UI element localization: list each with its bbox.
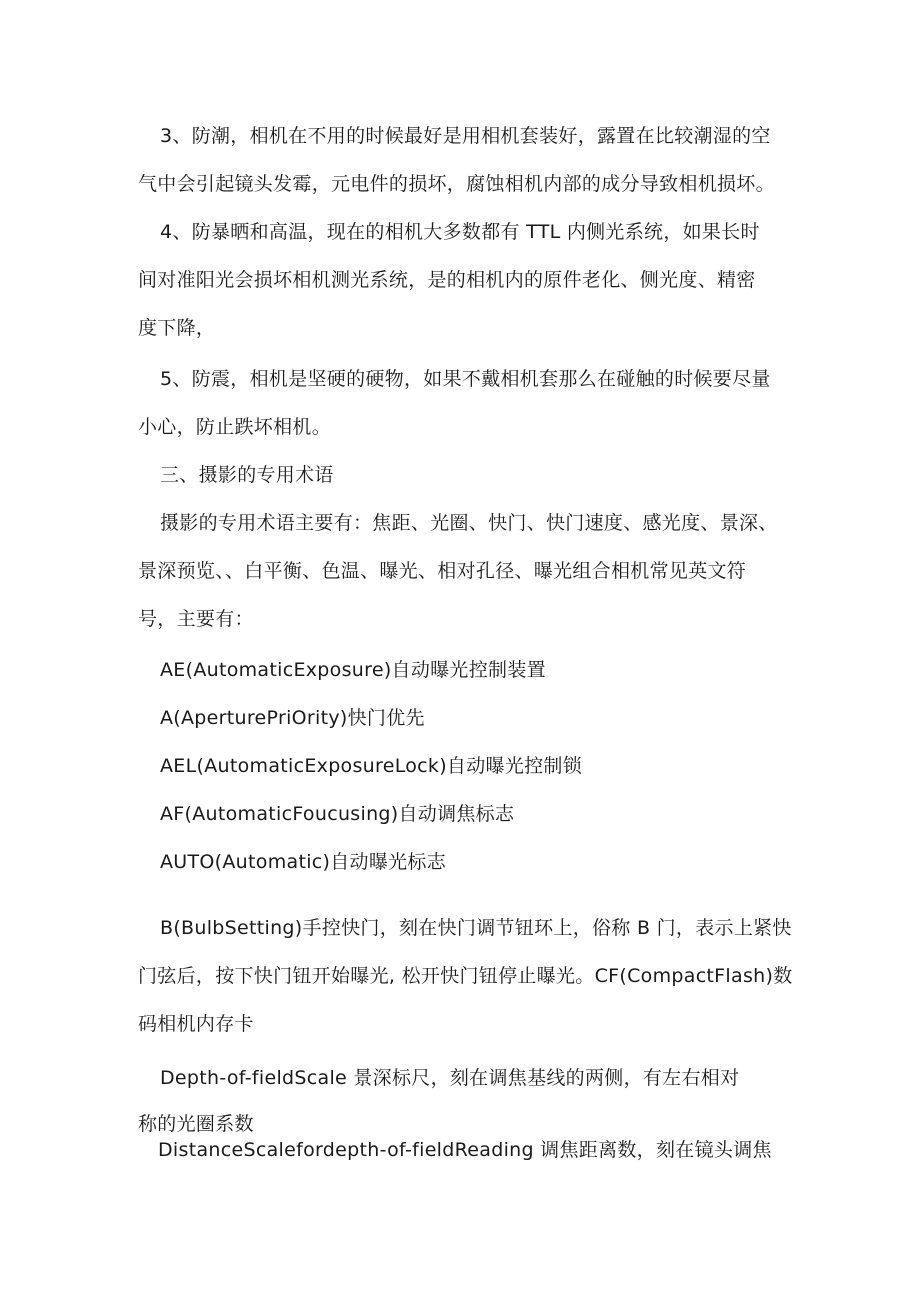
paragraph-line: 码相机内存卡 xyxy=(138,1013,254,1035)
paragraph-line: 4、防暴晒和高温，现在的相机大多数都有 TTL 内侧光系统，如果长时 xyxy=(160,221,760,243)
paragraph-line: 号，主要有： xyxy=(138,608,254,630)
paragraph-line: 气中会引起镜头发霉，元电件的损坏，腐蚀相机内部的成分导致相机损坏。 xyxy=(138,173,775,195)
term-line: AF(AutomaticFoucusing)自动调焦标志 xyxy=(160,803,515,825)
term-line: AEL(AutomaticExposureLock)自动曝光控制锁 xyxy=(160,755,583,777)
paragraph-line: DistanceScalefordepth-of-fieldReading 调焦距离数，刻在镜头调焦 xyxy=(158,1139,772,1161)
paragraph-line: 摄影的专用术语主要有：焦距、光圈、快门、快门速度、感光度、景深、 xyxy=(160,512,778,534)
paragraph-line: 间对准阳光会损坏相机测光系统，是的相机内的原件老化、侧光度、精密 xyxy=(138,269,756,291)
paragraph-line: 度下降， xyxy=(138,317,216,339)
paragraph-line: 小心，防止跌坏相机。 xyxy=(138,416,332,438)
paragraph-line: Depth-of-fieldScale 景深标尺，刻在调焦基线的两侧，有左右相对 xyxy=(160,1067,740,1089)
paragraph-line: 门弦后，按下快门钮开始曝光, 松开快门钮停止曝光。CF(CompactFlash)数 xyxy=(138,965,793,987)
term-line: AUTO(Automatic)自动曝光标志 xyxy=(160,851,447,873)
paragraph-line: 3、防潮，相机在不用的时候最好是用相机套装好，露置在比较潮湿的空 xyxy=(160,125,771,147)
paragraph-line: 景深预览、、白平衡、色温、曝光、相对孔径、曝光组合相机常见英文符 xyxy=(138,560,747,582)
paragraph-line: 5、防震，相机是坚硬的硬物，如果不戴相机套那么在碰触的时候要尽量 xyxy=(160,368,771,390)
section-heading: 三、摄影的专用术语 xyxy=(160,464,334,486)
paragraph-line: B(BulbSetting)手控快门，刻在快门调节钮环上，俗称 B 门，表示上紧快 xyxy=(160,917,792,939)
paragraph-line: 称的光圈系数 xyxy=(138,1113,254,1135)
term-line: AE(AutomaticExposure)自动曝光控制装置 xyxy=(160,659,546,681)
term-line: A(AperturePriOrity)快门优先 xyxy=(160,707,425,729)
